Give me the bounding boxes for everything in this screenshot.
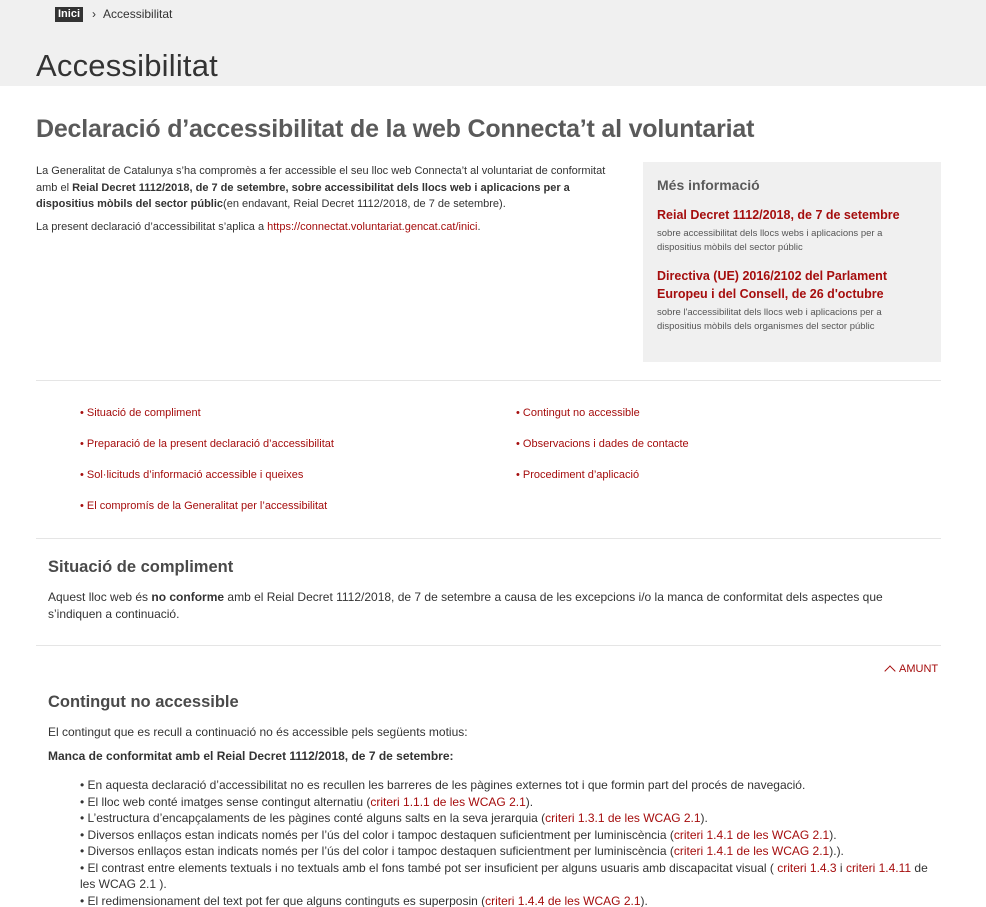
toc-left-column — [80, 406, 334, 530]
breadcrumb-home-link[interactable]: Inici — [55, 7, 83, 22]
list-item-text: L’estructura d’encapçalaments de les pàgines conté alguns salts en la seva jerarquia ( — [87, 811, 546, 825]
wcag-criterion-link[interactable]: criteri 1.4.4 de les WCAG 2.1 — [485, 893, 641, 907]
breadcrumb-chevron-icon: › — [92, 7, 97, 21]
toc-link-requests[interactable]: • Sol·licituds d’informació accessible i queixes — [80, 469, 304, 481]
eu-directive-desc: sobre l'accessibilitat dels llocs web i aplicacions per a dispositius mòbils dels organismes del sector públic — [657, 307, 882, 332]
wcag-criterion-link[interactable]: criteri 1.4.3 — [777, 860, 837, 875]
list-item-text: El lloc web conté imatges sense contingut alternatiu ( — [87, 794, 371, 809]
list-item — [80, 810, 940, 827]
list-item-text: El redimensionament del text pot fer que alguns continguts es superposin ( — [87, 893, 486, 907]
toc-right-column — [516, 406, 689, 499]
breadcrumb-current: Accessibilitat — [103, 7, 173, 21]
divider — [36, 380, 941, 381]
intro-text — [36, 163, 626, 241]
non-accessible-title: Contingut no accessible — [48, 693, 239, 711]
more-info-title: Més informació — [657, 177, 760, 193]
intro-p2-end: . — [477, 220, 481, 233]
list-item-text: ). — [829, 827, 837, 842]
wcag-criterion-link[interactable]: criteri 1.3.1 de les WCAG 2.1 — [545, 811, 701, 825]
list-item-text: Diversos enllaços estan indicats només per l’ús del color i tampoc destaquen suficientment per luminiscència ( — [87, 827, 674, 842]
toc-link-non-accessible[interactable]: • Contingut no accessible — [516, 407, 640, 419]
list-item-text: El contrast entre elements textuals i no textuals amb el fons també pot ser insuficient per alguns usuaris amb discapacitat visual ( — [87, 860, 778, 875]
intro-p2-start: La present declaració d’accessibilitat s’aplica a — [36, 220, 268, 233]
royal-decree-desc: sobre accessibilitat dels llocs webs i aplicacions per a dispositius mòbils del sector públic — [657, 228, 883, 253]
chevron-up-icon — [884, 665, 895, 676]
more-info-box — [643, 162, 941, 362]
list-item-text: de les WCAG 2.1 ). — [80, 860, 928, 891]
page-title: Accessibilitat — [36, 48, 218, 83]
compliance-text-end: amb el Reial Decret 1112/2018, de 7 de setembre a causa de les excepcions i/o la manca de conformitat dels aspectes que s’indiquen a continuació. — [48, 590, 883, 621]
list-item — [80, 893, 940, 907]
list-item-text: ). — [640, 893, 648, 907]
wcag-criterion-link[interactable]: criteri 1.4.1 de les WCAG 2.1 — [673, 827, 830, 842]
wcag-criterion-link[interactable]: criteri 1.4.1 de les WCAG 2.1 — [673, 844, 830, 858]
list-item — [80, 860, 940, 893]
divider — [36, 538, 941, 539]
compliance-title: Situació de compliment — [48, 558, 234, 576]
toc-link-procedure[interactable]: • Procediment d’aplicació — [516, 469, 640, 481]
intro-paragraph-2 — [36, 219, 626, 236]
toc-link-commitment[interactable]: • El compromís de la Generalitat per l’accessibilitat — [80, 500, 328, 512]
compliance-status: no conforme — [151, 590, 225, 604]
declaration-title: Declaració d’accessibilitat de la web Connecta’t al voluntariat — [36, 115, 755, 143]
breadcrumb — [55, 7, 172, 22]
list-item — [80, 827, 940, 844]
non-accessible-section — [48, 692, 938, 907]
toc-link-preparation[interactable]: • Preparació de la present declaració d’accessibilitat — [80, 438, 334, 450]
divider — [36, 645, 941, 646]
list-item-text: Diversos enllaços estan indicats només per l’ús del color i tampoc destaquen suficientment per luminiscència ( — [87, 844, 674, 858]
list-item-text: ). — [525, 794, 534, 809]
site-url-link[interactable]: https://connectat.voluntariat.gencat.cat/inici — [267, 220, 478, 233]
list-item-text: En aquesta declaració d’accessibilitat no es recullen les barreres de les pàgines externes tot i que formin part del procés de navegació. — [87, 778, 806, 792]
compliance-text-start: Aquest lloc web és — [48, 590, 152, 604]
list-item — [80, 794, 940, 811]
intro-p1-start: La Generalitat de Catalunya s’ha compromès a fer accessible el seu lloc web Connecta’t al voluntariat de conformitat amb el — [36, 165, 606, 194]
list-item-text: i — [836, 860, 846, 875]
list-item-text: ).). — [829, 844, 844, 858]
wcag-criterion-link[interactable]: criteri 1.4.11 — [845, 860, 912, 875]
non-conformity-subtitle: Manca de conformitat amb el Reial Decret 1112/2018, de 7 de setembre: — [48, 749, 454, 763]
compliance-text — [48, 589, 938, 623]
intro-paragraph-1 — [36, 163, 626, 213]
wcag-criterion-link[interactable]: criteri 1.1.1 de les WCAG 2.1 — [370, 794, 526, 809]
eu-directive-link[interactable]: Directiva (UE) 2016/2102 del Parlament Europeu i del Consell, de 26 d'octubre — [657, 269, 887, 301]
toc-link-contact[interactable]: • Observacions i dades de contacte — [516, 438, 689, 450]
non-accessible-intro: El contingut que es recull a continuació no és accessible pels següents motius: — [48, 725, 468, 739]
non-conformity-list — [80, 777, 940, 907]
list-item-text: ). — [700, 811, 708, 825]
back-to-top-link[interactable] — [884, 663, 938, 675]
list-item — [80, 843, 940, 860]
list-item — [80, 777, 940, 794]
royal-decree-link[interactable]: Reial Decret 1112/2018, de 7 de setembre — [657, 208, 900, 222]
intro-p1-end: (en endavant, Reial Decret 1112/2018, de 7 de setembre). — [223, 198, 506, 210]
back-to-top-label: AMUNT — [899, 663, 939, 675]
toc-link-compliance[interactable]: • Situació de compliment — [80, 407, 201, 419]
intro-p1-bold: Reial Decret 1112/2018, de 7 de setembre, sobre accessibilitat dels llocs web i aplicacions per a dispositius mòbils del sector públic — [36, 181, 570, 210]
compliance-section — [48, 557, 938, 623]
